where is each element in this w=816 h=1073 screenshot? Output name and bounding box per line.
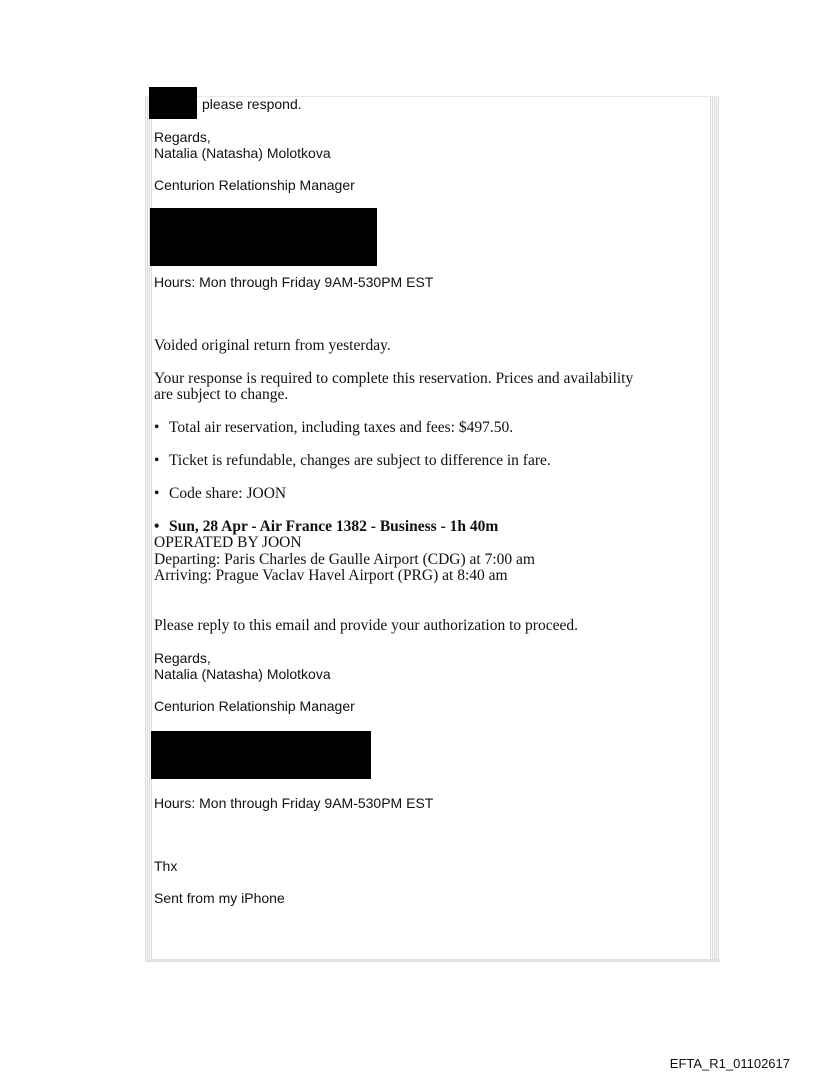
sent-from: Sent from my iPhone [154,890,285,906]
bullet-icon: • [154,452,160,469]
flight-departing: Departing: Paris Charles de Gaulle Airport (CDG) at 7:00 am [154,551,535,568]
reply-request: Please reply to this email and provide your authorization to proceed. [154,617,578,634]
bullet-item: • Code share: JOON [154,485,287,502]
signature-title: Centurion Relationship Manager [154,177,355,193]
bullet-icon: • [154,518,160,535]
document-id: EFTA_R1_01102617 [669,1056,790,1071]
top-note: please respond. [202,96,302,112]
signature-regards: Regards, [154,650,211,666]
frame-bottom-border [145,959,720,962]
signature-hours: Hours: Mon through Friday 9AM-530PM EST [154,274,434,290]
signature-name: Natalia (Natasha) Molotkova [154,145,331,161]
flight-arriving: Arriving: Prague Vaclav Havel Airport (PRG) at 8:40 am [154,567,508,584]
frame-right-border [710,96,719,962]
bullet-item: • Ticket is refundable, changes are subject to difference in fare. [154,452,551,469]
voided-line: Voided original return from yesterday. [154,337,391,354]
response-line-2: are subject to change. [154,386,289,403]
response-line-1: Your response is required to complete this reservation. Prices and availability [154,370,634,387]
redaction-block [150,208,377,266]
signature-hours: Hours: Mon through Friday 9AM-530PM EST [154,795,434,811]
signature-title: Centurion Relationship Manager [154,698,355,714]
reply-thx: Thx [154,858,178,874]
bullet-item: • Total air reservation, including taxes and fees: $497.50. [154,419,514,436]
flight-heading: • Sun, 28 Apr - Air France 1382 - Business - 1h 40m [154,518,499,535]
signature-regards: Regards, [154,129,211,145]
signature-name: Natalia (Natasha) Molotkova [154,666,331,682]
bullet-icon: • [154,419,160,436]
flight-operated: OPERATED BY JOON [154,534,302,551]
redaction-block [149,87,197,119]
redaction-block [151,731,371,779]
bullet-icon: • [154,485,160,502]
